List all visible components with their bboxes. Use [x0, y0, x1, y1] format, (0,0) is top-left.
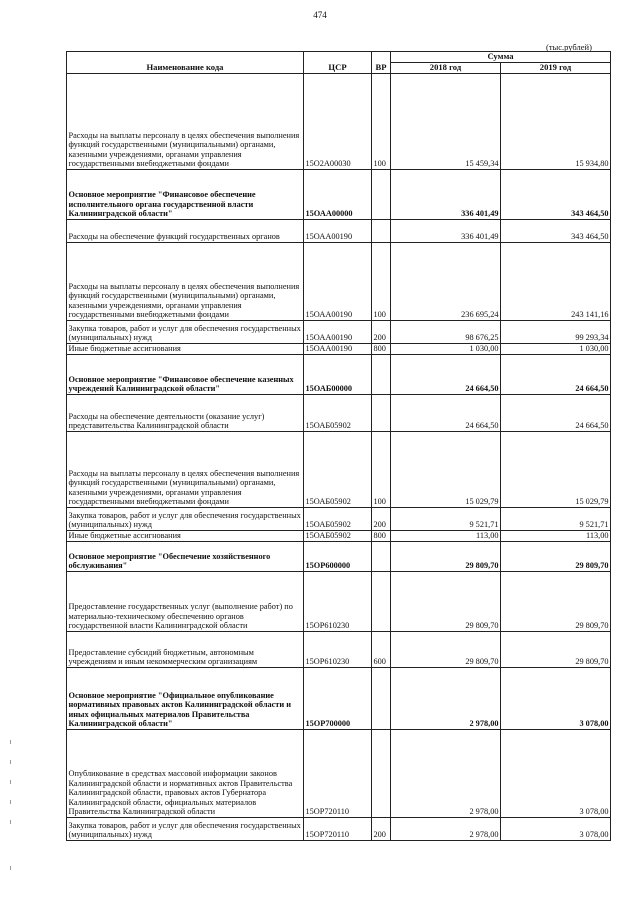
row-2019: 9 521,71 [501, 508, 611, 531]
table-row [67, 432, 611, 508]
row-name: Закупка товаров, работ и услуг для обеспечения государственных (муниципальных) нужд [67, 508, 304, 531]
row-name: Расходы на обеспечение функций государственных органов [67, 220, 304, 243]
row-csr: 15ОР720110 [304, 730, 372, 818]
row-2019: 1 030,00 [501, 344, 611, 355]
table-row [67, 508, 611, 531]
row-vr: 200 [372, 321, 391, 344]
row-2018: 15 459,34 [391, 74, 501, 170]
row-2019: 3 078,00 [501, 818, 611, 841]
header-2019: 2019 год [501, 63, 611, 74]
row-csr: 15ОР600000 [304, 542, 372, 572]
table-row [67, 730, 611, 818]
row-name: Расходы на выплаты персоналу в целях обеспечения выполнения функций государственными (муниципальными) органами, казенными учреждениями, органами управления государственными внебюджетными фондами [67, 432, 304, 508]
row-vr [372, 542, 391, 572]
row-vr: 200 [372, 508, 391, 531]
table-row [67, 243, 611, 321]
row-2018: 29 809,70 [391, 542, 501, 572]
row-vr: 100 [372, 243, 391, 321]
row-vr [372, 220, 391, 243]
row-name: Основное мероприятие "Обеспечение хозяйственного обслуживания" [67, 542, 304, 572]
row-2018: 336 401,49 [391, 170, 501, 220]
row-name: Опубликование в средствах массовой информации законов Калининградской области и нормативных актов Правительства Калининградской области, правовых актов Губернатора Калининградской области, официальных материалов Правительства Калининградской области [67, 730, 304, 818]
row-2018: 29 809,70 [391, 572, 501, 632]
row-2018: 9 521,71 [391, 508, 501, 531]
row-2018: 15 029,79 [391, 432, 501, 508]
header-sum: Сумма [391, 52, 611, 63]
row-csr: 15ОАБ05902 [304, 395, 372, 432]
row-vr [372, 668, 391, 730]
row-2018: 24 664,50 [391, 395, 501, 432]
row-vr: 600 [372, 632, 391, 668]
table-row [67, 531, 611, 542]
row-vr: 800 [372, 344, 391, 355]
row-name: Закупка товаров, работ и услуг для обеспечения государственных (муниципальных) нужд [67, 321, 304, 344]
row-vr [372, 572, 391, 632]
row-vr [372, 355, 391, 395]
row-csr: 15ОАА00190 [304, 220, 372, 243]
row-csr: 15ОАА00190 [304, 321, 372, 344]
row-2019: 29 809,70 [501, 542, 611, 572]
row-vr [372, 730, 391, 818]
row-vr: 800 [372, 531, 391, 542]
row-2019: 113,00 [501, 531, 611, 542]
row-2019: 24 664,50 [501, 395, 611, 432]
row-2019: 15 029,79 [501, 432, 611, 508]
row-2018: 24 664,50 [391, 355, 501, 395]
header-vr: ВР [372, 52, 391, 74]
row-name: Основное мероприятие "Финансовое обеспечение казенных учреждений Калининградской области" [67, 355, 304, 395]
budget-table [66, 51, 611, 841]
row-2018: 236 695,24 [391, 243, 501, 321]
table-row [67, 355, 611, 395]
row-csr: 15ОР610230 [304, 632, 372, 668]
table-row [67, 344, 611, 355]
row-csr: 15ОАБ05902 [304, 531, 372, 542]
table-row [67, 220, 611, 243]
unit-note: (тыс.рублей) [546, 42, 592, 52]
table-row [67, 395, 611, 432]
row-2019: 29 809,70 [501, 572, 611, 632]
row-2019: 3 078,00 [501, 668, 611, 730]
row-2019: 343 464,50 [501, 170, 611, 220]
row-csr: 15ОАА00190 [304, 344, 372, 355]
row-name: Расходы на выплаты персоналу в целях обеспечения выполнения функций государственными (муниципальными) органами, казенными учреждениями, органами управления государственными внебюджетными фондами [67, 74, 304, 170]
row-csr: 15ОАБ05902 [304, 432, 372, 508]
row-name: Предоставление государственных услуг (выполнение работ) по материально-техническому обеспечению органов государственной власти Калининградской области [67, 572, 304, 632]
table-row [67, 632, 611, 668]
table-row [67, 321, 611, 344]
row-2019: 24 664,50 [501, 355, 611, 395]
table-row [67, 542, 611, 572]
row-name: Закупка товаров, работ и услуг для обеспечения государственных (муниципальных) нужд [67, 818, 304, 841]
row-2019: 99 293,34 [501, 321, 611, 344]
row-csr: 15ОР720110 [304, 818, 372, 841]
row-name: Предоставление субсидий бюджетным, автономным учреждениям и иным некоммерческим организациям [67, 632, 304, 668]
row-name: Иные бюджетные ассигнования [67, 344, 304, 355]
row-2018: 113,00 [391, 531, 501, 542]
row-vr [372, 170, 391, 220]
row-name: Расходы на выплаты персоналу в целях обеспечения выполнения функций государственными (муниципальными) органами, казенными учреждениями, органами управления государственными внебюджетными фондами [67, 243, 304, 321]
row-vr [372, 395, 391, 432]
row-csr: 15ОР700000 [304, 668, 372, 730]
table-row [67, 170, 611, 220]
row-csr: 15О2А00030 [304, 74, 372, 170]
row-2018: 2 978,00 [391, 818, 501, 841]
row-vr: 100 [372, 432, 391, 508]
row-csr: 15ОР610230 [304, 572, 372, 632]
row-2018: 336 401,49 [391, 220, 501, 243]
row-name: Иные бюджетные ассигнования [67, 531, 304, 542]
table-row [67, 818, 611, 841]
row-vr: 100 [372, 74, 391, 170]
row-csr: 15ОАА00000 [304, 170, 372, 220]
row-vr: 200 [372, 818, 391, 841]
header-name: Наименование кода [67, 52, 304, 74]
page-number: 474 [313, 10, 327, 20]
scan-margin-marks [10, 740, 12, 870]
table-row [67, 74, 611, 170]
row-2018: 29 809,70 [391, 632, 501, 668]
table-row [67, 668, 611, 730]
row-2019: 3 078,00 [501, 730, 611, 818]
row-2018: 1 030,00 [391, 344, 501, 355]
row-2018: 98 676,25 [391, 321, 501, 344]
row-2019: 29 809,70 [501, 632, 611, 668]
header-csr: ЦСР [304, 52, 372, 74]
row-2019: 243 141,16 [501, 243, 611, 321]
row-name: Расходы на обеспечение деятельности (оказание услуг) представительства Калининградской области [67, 395, 304, 432]
row-2018: 2 978,00 [391, 668, 501, 730]
row-name: Основное мероприятие "Финансовое обеспечение исполнительного органа государственной власти Калининградской области" [67, 170, 304, 220]
row-2019: 15 934,80 [501, 74, 611, 170]
header-2018: 2018 год [391, 63, 501, 74]
row-csr: 15ОАА00190 [304, 243, 372, 321]
row-2019: 343 464,50 [501, 220, 611, 243]
row-2018: 2 978,00 [391, 730, 501, 818]
row-csr: 15ОАБ05902 [304, 508, 372, 531]
row-name: Основное мероприятие "Официальное опубликование нормативных правовых актов Калининградской области и иных официальных материалов Правительства Калининградской области" [67, 668, 304, 730]
row-csr: 15ОАБ00000 [304, 355, 372, 395]
table-row [67, 572, 611, 632]
